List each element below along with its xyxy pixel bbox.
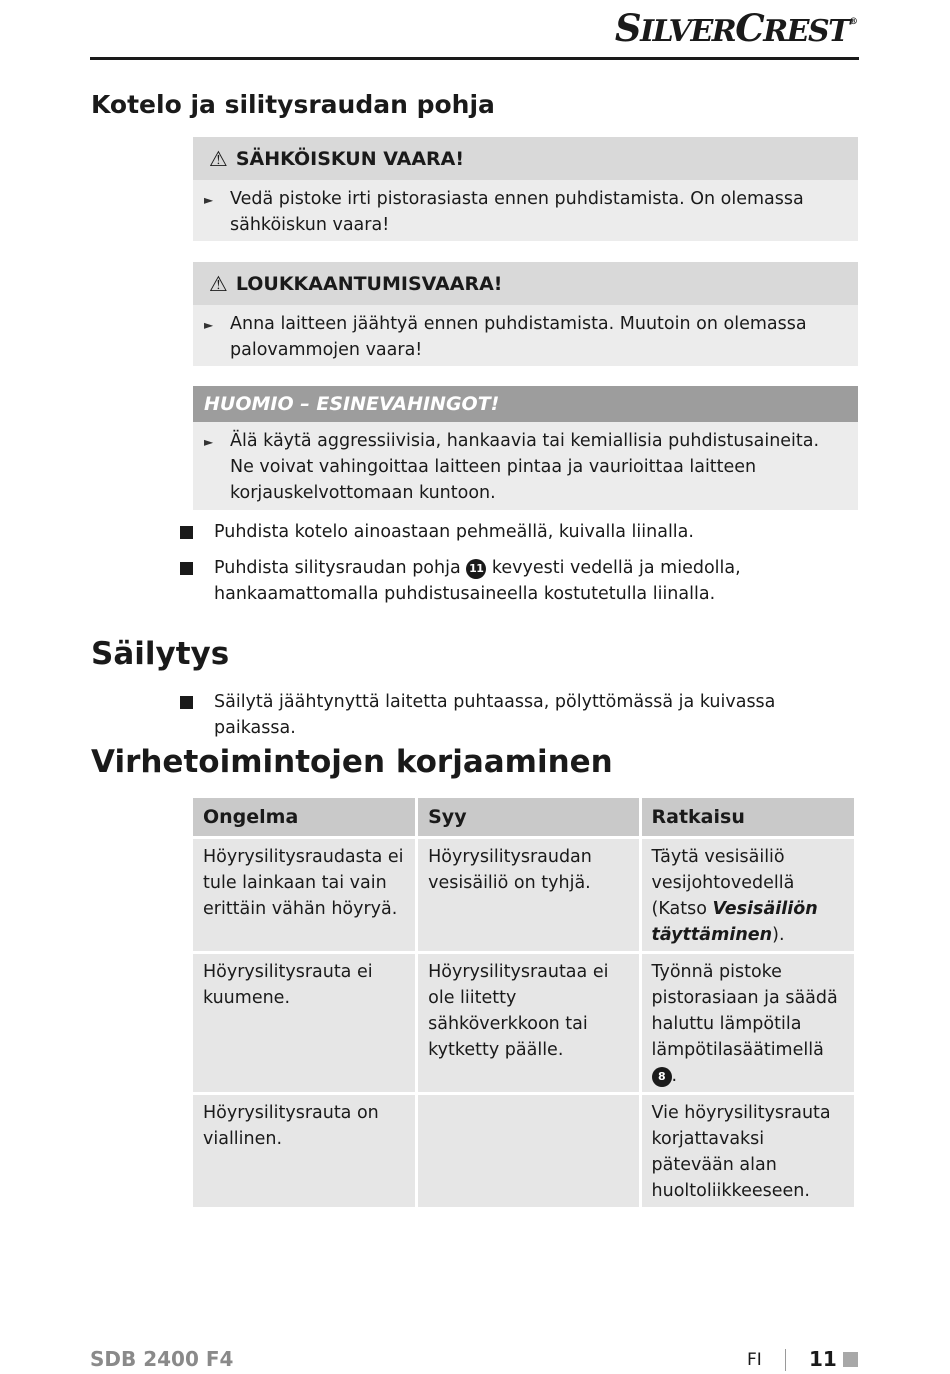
section-title-virhe: Virhetoimintojen korjaaminen — [91, 744, 613, 780]
table-header-row — [193, 798, 854, 836]
troubleshooting-table — [190, 795, 857, 1210]
warning-title: LOUKKAANTUMISVAARA! — [235, 272, 503, 295]
warning-text: Anna laitteen jäähtyä ennen puhdistamista. Muutoin on olemassa palovammojen vaara! — [230, 314, 807, 360]
list-item — [180, 555, 860, 607]
part-number-badge: 8 — [652, 1067, 672, 1087]
section-title-sailytys: Säilytys — [91, 636, 230, 672]
warning-triangle-icon: ⚠ — [209, 271, 228, 296]
column-header-problem: Ongelma — [193, 798, 415, 836]
section-title-kotelo: Kotelo ja silitysraudan pohja — [91, 90, 495, 119]
notice-header — [193, 386, 858, 422]
arrow-bullet-icon: ► — [204, 435, 214, 449]
list-item-text: Puhdista silitysraudan pohja 11 kevyesti vedellä ja miedolla, hankaamattomalla puhdistusaineella kostutetulla liinalla. — [214, 558, 741, 604]
column-header-solution: Ratkaisu — [642, 798, 854, 836]
warning-header — [193, 137, 858, 180]
brand-logo: SILVERCREST® — [614, 6, 858, 50]
cell-cause: Höyrysilitysrautaa ei ole liitetty sähköverkkoon tai kytketty päälle. — [418, 954, 638, 1092]
part-number-badge: 11 — [466, 559, 486, 579]
cell-solution: Vie höyrysilitysrauta korjattavaksi pätevään alan huoltoliikkeeseen. — [642, 1095, 854, 1207]
list-item — [180, 519, 860, 545]
cell-solution: Täytä vesisäiliö vesijohtovedellä (Katso Vesisäiliön täyttäminen). — [642, 839, 854, 951]
list-item — [180, 689, 860, 741]
table-row — [193, 839, 854, 951]
warning-text: Vedä pistoke irti pistorasiasta ennen puhdistamista. On olemassa sähköiskun vaara! — [230, 189, 804, 235]
cell-problem: Höyrysilitysrauta on viallinen. — [193, 1095, 415, 1207]
section-reference: Vesisäiliön täyttäminen — [651, 899, 818, 945]
warning-body — [193, 180, 858, 244]
notice-title: HUOMIO – ESINEVAHINGOT! — [204, 393, 500, 415]
warning-box-electric — [193, 137, 858, 241]
table-row — [193, 1095, 854, 1207]
cell-solution: Työnnä pistoke pistorasiaan ja säädä haluttu lämpötila lämpötilasäätimellä 8 . — [642, 954, 854, 1092]
notice-text: Älä käytä aggressiivisia, hankaavia tai kemiallisia puhdistusaineita. Ne voivat vahingoittaa laitteen pintaa ja vaurioittaa laitteen korjauskelvottomaan kuntoon. — [230, 431, 820, 503]
footer-language: FI — [747, 1350, 762, 1370]
arrow-bullet-icon: ► — [204, 193, 214, 207]
notice-box-damage — [193, 386, 858, 510]
warning-box-injury — [193, 262, 858, 366]
column-header-cause: Syy — [418, 798, 638, 836]
header-rule — [90, 57, 859, 60]
footer-square-icon — [843, 1352, 858, 1367]
table-row — [193, 954, 854, 1092]
warning-title: SÄHKÖISKUN VAARA! — [235, 147, 465, 170]
arrow-bullet-icon: ► — [204, 318, 214, 332]
cell-problem: Höyrysilitysraudasta ei tule lainkaan tai vain erittäin vähän höyryä. — [193, 839, 415, 951]
square-bullet-icon — [180, 696, 193, 709]
square-bullet-icon — [180, 562, 193, 575]
notice-body — [193, 422, 858, 512]
cell-problem: Höyrysilitysrauta ei kuumene. — [193, 954, 415, 1092]
warning-body — [193, 305, 858, 369]
list-item-text: Puhdista kotelo ainoastaan pehmeällä, kuivalla liinalla. — [214, 522, 694, 542]
warning-triangle-icon: ⚠ — [209, 146, 228, 171]
warning-header — [193, 262, 858, 305]
footer-divider — [785, 1349, 786, 1371]
cell-cause: Höyrysilitysraudan vesisäiliö on tyhjä. — [418, 839, 638, 951]
list-item-text: Säilytä jäähtynyttä laitetta puhtaassa, pölyttömässä ja kuivassa paikassa. — [214, 692, 776, 738]
square-bullet-icon — [180, 526, 193, 539]
footer-model-number: SDB 2400 F4 — [90, 1347, 234, 1371]
page-number: 11 — [809, 1347, 837, 1371]
cell-cause — [418, 1095, 638, 1207]
